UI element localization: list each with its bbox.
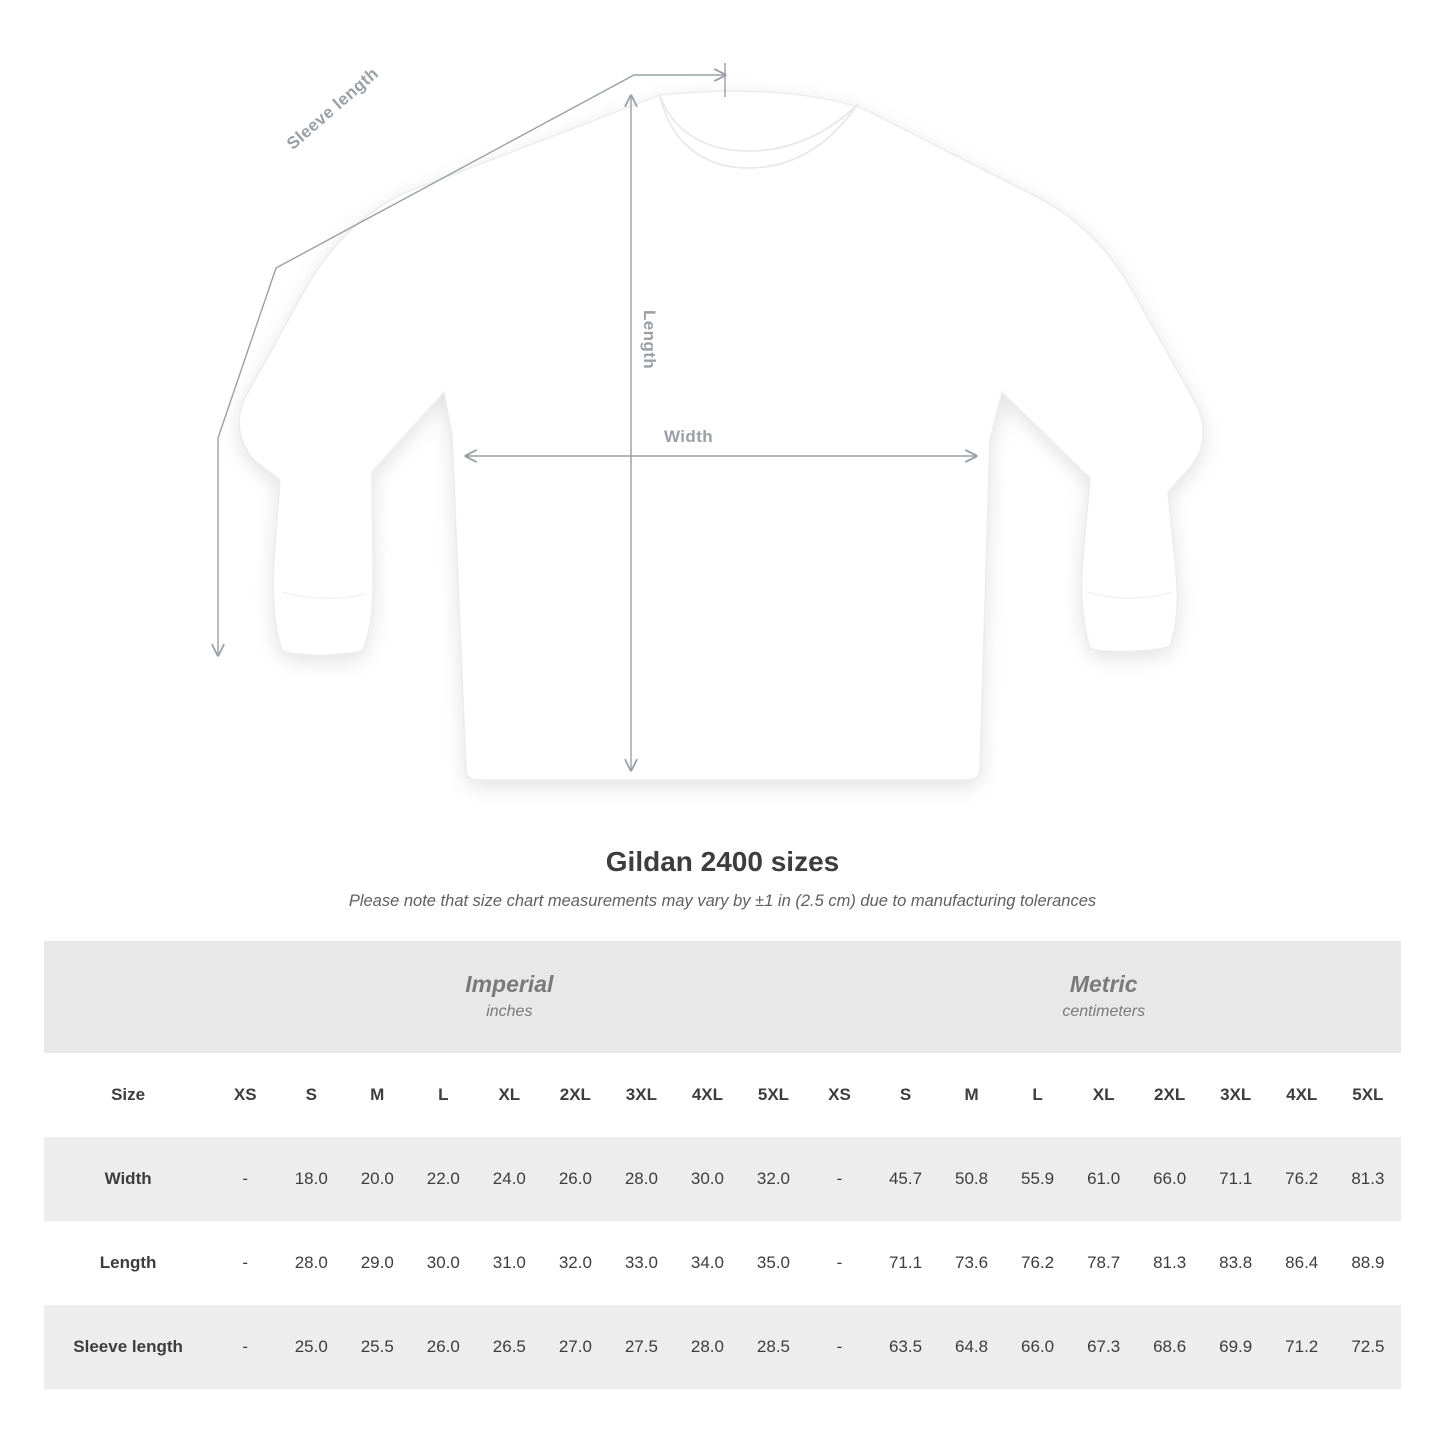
size-header-metric-2xl: 2XL — [1137, 1053, 1203, 1137]
cell-width-imperial-s: 18.0 — [278, 1137, 344, 1221]
cell-length-metric-xs: - — [806, 1221, 872, 1305]
cell-width-metric-m: 50.8 — [939, 1137, 1005, 1221]
cell-width-imperial-m: 20.0 — [344, 1137, 410, 1221]
cell-sleeve-imperial-xs: - — [212, 1305, 278, 1389]
cell-sleeve-metric-xs: - — [806, 1305, 872, 1389]
cell-width-imperial-2xl: 26.0 — [542, 1137, 608, 1221]
cell-width-metric-xs: - — [806, 1137, 872, 1221]
size-header-metric-l: L — [1005, 1053, 1071, 1137]
size-header-metric-3xl: 3XL — [1203, 1053, 1269, 1137]
cell-width-imperial-xl: 24.0 — [476, 1137, 542, 1221]
cell-sleeve-metric-5xl: 72.5 — [1335, 1305, 1401, 1389]
size-header-imperial-m: M — [344, 1053, 410, 1137]
cell-length-imperial-5xl: 35.0 — [740, 1221, 806, 1305]
cell-width-metric-2xl: 66.0 — [1137, 1137, 1203, 1221]
cell-sleeve-imperial-s: 25.0 — [278, 1305, 344, 1389]
size-chart-table-wrapper — [0, 941, 1445, 1389]
cell-sleeve-metric-m: 64.8 — [939, 1305, 1005, 1389]
cell-width-imperial-5xl: 32.0 — [740, 1137, 806, 1221]
size-header-metric-xl: XL — [1071, 1053, 1137, 1137]
cell-length-imperial-s: 28.0 — [278, 1221, 344, 1305]
cell-length-metric-m: 73.6 — [939, 1221, 1005, 1305]
shirt-shape — [239, 91, 1203, 780]
cell-length-metric-s: 71.1 — [873, 1221, 939, 1305]
cell-length-metric-3xl: 83.8 — [1203, 1221, 1269, 1305]
cell-sleeve-imperial-3xl: 27.5 — [608, 1305, 674, 1389]
size-header-metric-xs: XS — [806, 1053, 872, 1137]
cell-length-metric-xl: 78.7 — [1071, 1221, 1137, 1305]
cell-width-metric-xl: 61.0 — [1071, 1137, 1137, 1221]
size-header-imperial-3xl: 3XL — [608, 1053, 674, 1137]
cell-length-imperial-xs: - — [212, 1221, 278, 1305]
cell-sleeve-imperial-2xl: 27.0 — [542, 1305, 608, 1389]
cell-sleeve-imperial-5xl: 28.5 — [740, 1305, 806, 1389]
size-header-metric-5xl: 5XL — [1335, 1053, 1401, 1137]
size-header-cell: Size — [44, 1053, 212, 1137]
cell-sleeve-imperial-4xl: 28.0 — [674, 1305, 740, 1389]
width-label: Width — [664, 427, 714, 446]
metric-unit-sub: centimeters — [1062, 1002, 1146, 1020]
imperial-unit-name: Imperial — [465, 970, 554, 997]
size-header-imperial-2xl: 2XL — [542, 1053, 608, 1137]
table-row — [44, 1137, 1401, 1221]
cell-sleeve-metric-4xl: 71.2 — [1269, 1305, 1335, 1389]
title-block — [0, 846, 1445, 911]
size-chart-table — [44, 941, 1401, 1389]
cell-length-metric-2xl: 81.3 — [1137, 1221, 1203, 1305]
units-row — [44, 941, 1401, 1053]
size-header-imperial-xs: XS — [212, 1053, 278, 1137]
cell-width-imperial-4xl: 30.0 — [674, 1137, 740, 1221]
size-header-imperial-s: S — [278, 1053, 344, 1137]
cell-width-metric-5xl: 81.3 — [1335, 1137, 1401, 1221]
tolerance-note: Please note that size chart measurements may vary by ±1 in (2.5 cm) due to manufacturing tolerances — [348, 892, 1097, 910]
imperial-unit-cell — [212, 941, 806, 1053]
cell-sleeve-metric-3xl: 69.9 — [1203, 1305, 1269, 1389]
size-header-metric-s: S — [873, 1053, 939, 1137]
cell-sleeve-imperial-xl: 26.5 — [476, 1305, 542, 1389]
cell-length-imperial-l: 30.0 — [410, 1221, 476, 1305]
cell-width-metric-4xl: 76.2 — [1269, 1137, 1335, 1221]
size-header-imperial-5xl: 5XL — [740, 1053, 806, 1137]
cell-length-metric-5xl: 88.9 — [1335, 1221, 1401, 1305]
cell-length-imperial-3xl: 33.0 — [608, 1221, 674, 1305]
size-header-imperial-xl: XL — [476, 1053, 542, 1137]
size-header-imperial-4xl: 4XL — [674, 1053, 740, 1137]
cell-width-imperial-xs: - — [212, 1137, 278, 1221]
units-spacer-cell — [44, 941, 212, 1053]
row-label-width: Width — [44, 1137, 212, 1221]
cell-sleeve-metric-2xl: 68.6 — [1137, 1305, 1203, 1389]
cell-width-metric-l: 55.9 — [1005, 1137, 1071, 1221]
cell-length-metric-4xl: 86.4 — [1269, 1221, 1335, 1305]
size-header-imperial-l: L — [410, 1053, 476, 1137]
row-label-length: Length — [44, 1221, 212, 1305]
cell-width-imperial-l: 22.0 — [410, 1137, 476, 1221]
cell-width-imperial-3xl: 28.0 — [608, 1137, 674, 1221]
row-label-sleeve-length: Sleeve length — [44, 1305, 212, 1389]
imperial-unit-sub: inches — [486, 1002, 533, 1020]
metric-unit-name: Metric — [1069, 970, 1138, 997]
header-row — [44, 1053, 1401, 1137]
cell-sleeve-imperial-l: 26.0 — [410, 1305, 476, 1389]
table-row — [44, 1305, 1401, 1389]
size-header-metric-m: M — [939, 1053, 1005, 1137]
page-title: Gildan 2400 sizes — [605, 846, 840, 877]
table-row — [44, 1221, 1401, 1305]
cell-length-imperial-m: 29.0 — [344, 1221, 410, 1305]
cell-sleeve-imperial-m: 25.5 — [344, 1305, 410, 1389]
length-label: Length — [640, 310, 659, 370]
metric-unit-cell — [806, 941, 1401, 1053]
cell-length-imperial-xl: 31.0 — [476, 1221, 542, 1305]
cell-length-metric-l: 76.2 — [1005, 1221, 1071, 1305]
cell-width-metric-3xl: 71.1 — [1203, 1137, 1269, 1221]
cell-length-imperial-2xl: 32.0 — [542, 1221, 608, 1305]
cell-sleeve-metric-xl: 67.3 — [1071, 1305, 1137, 1389]
cell-sleeve-metric-s: 63.5 — [873, 1305, 939, 1389]
sleeve-length-label: Sleeve length — [283, 63, 383, 154]
cell-length-imperial-4xl: 34.0 — [674, 1221, 740, 1305]
size-header-metric-4xl: 4XL — [1269, 1053, 1335, 1137]
cell-sleeve-metric-l: 66.0 — [1005, 1305, 1071, 1389]
cell-width-metric-s: 45.7 — [873, 1137, 939, 1221]
